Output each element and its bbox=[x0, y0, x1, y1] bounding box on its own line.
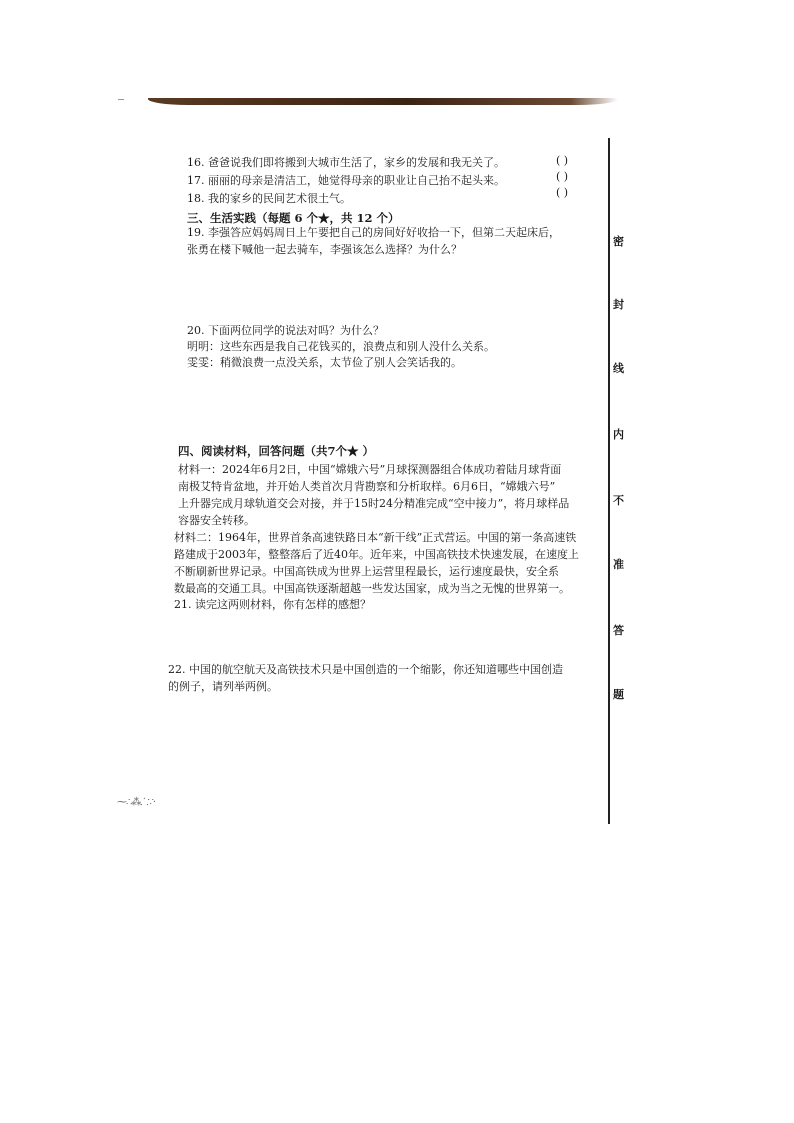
seal-char: 题 bbox=[613, 688, 624, 701]
material-2-line2: 路建成于2003年，整整落后了近40年。近年来，中国高铁技术快速发展，在速度上 bbox=[174, 548, 579, 561]
material-1-line1: 材料一：2024年6月2日，中国“嫦娥六号”月球探测器组合体成功着陆月球背面 bbox=[178, 463, 562, 476]
question-19-line1: 19. 李强答应妈妈周日上午要把自己的房间好好收拾一下，但第二天起床后， bbox=[187, 226, 560, 239]
question-22-line2: 的例子，请列举两例。 bbox=[168, 680, 278, 693]
page-edge-shadow bbox=[148, 98, 618, 105]
material-1-line3: 上升器完成月球轨道交会对接，并于15时24分精准完成“空中接力”，将月球样品 bbox=[178, 497, 570, 510]
seal-char: 内 bbox=[613, 428, 624, 441]
section-3-title: 三、生活实践（每题 6 个★，共 12 个） bbox=[187, 211, 400, 225]
material-1-line2: 南极艾特肯盆地，并开始人类首次月背勘察和分析取样。6月6日，“嫦娥六号” bbox=[178, 480, 556, 493]
question-19-line2: 张勇在楼下喊他一起去骑车，李强该怎么选择？为什么？ bbox=[187, 243, 462, 256]
seal-char: 准 bbox=[613, 558, 624, 571]
material-2-line1: 材料二：1964年，世界首条高速铁路日本“新干线”正式营运。中国的第一条高速铁 bbox=[174, 531, 577, 544]
material-2-line4: 数最高的交通工具。中国高铁逐渐超越一些发达国家，成为当之无愧的世界第一。 bbox=[174, 582, 570, 595]
scan-smudge: ⁓∴⁂⸫∵· bbox=[117, 797, 156, 808]
question-18: 18. 我的家乡的民间艺术很土气。 bbox=[187, 192, 351, 205]
question-17: 17. 丽丽的母亲是清洁工，她觉得母亲的职业让自己抬不起头来。 bbox=[187, 174, 505, 187]
seal-char: 答 bbox=[613, 624, 624, 637]
question-20-line1: 20. 下面两位同学的说法对吗？为什么？ bbox=[187, 324, 384, 337]
answer-paren-16: ( ) bbox=[556, 154, 569, 167]
scan-mark bbox=[118, 99, 124, 100]
seal-char: 密 bbox=[613, 235, 624, 248]
answer-paren-18: ( ) bbox=[556, 186, 569, 199]
seal-char: 不 bbox=[613, 494, 624, 507]
question-20-line2: 明明：这些东西是我自己花钱买的，浪费点和别人没什么关系。 bbox=[187, 340, 495, 353]
seal-line bbox=[608, 138, 610, 824]
seal-char: 封 bbox=[613, 298, 624, 311]
material-1-line4: 容器安全转移。 bbox=[178, 514, 255, 527]
question-20-line3: 雯雯：稍微浪费一点没关系，太节俭了别人会笑话我的。 bbox=[187, 356, 462, 369]
answer-paren-17: ( ) bbox=[556, 170, 569, 183]
question-22-line1: 22. 中国的航空航天及高铁技术只是中国创造的一个缩影，你还知道哪些中国创造 bbox=[168, 663, 563, 676]
question-21: 21. 读完这两则材料，你有怎样的感想？ bbox=[174, 598, 371, 611]
question-16: 16. 爸爸说我们即将搬到大城市生活了，家乡的发展和我无关了。 bbox=[187, 156, 505, 169]
material-2-line3: 不断刷新世界记录。中国高铁成为世界上运营里程最长，运行速度最快，安全系 bbox=[174, 565, 559, 578]
seal-char: 线 bbox=[613, 362, 624, 375]
section-4-title: 四、阅读材料，回答问题（共7个★ ） bbox=[178, 444, 375, 458]
